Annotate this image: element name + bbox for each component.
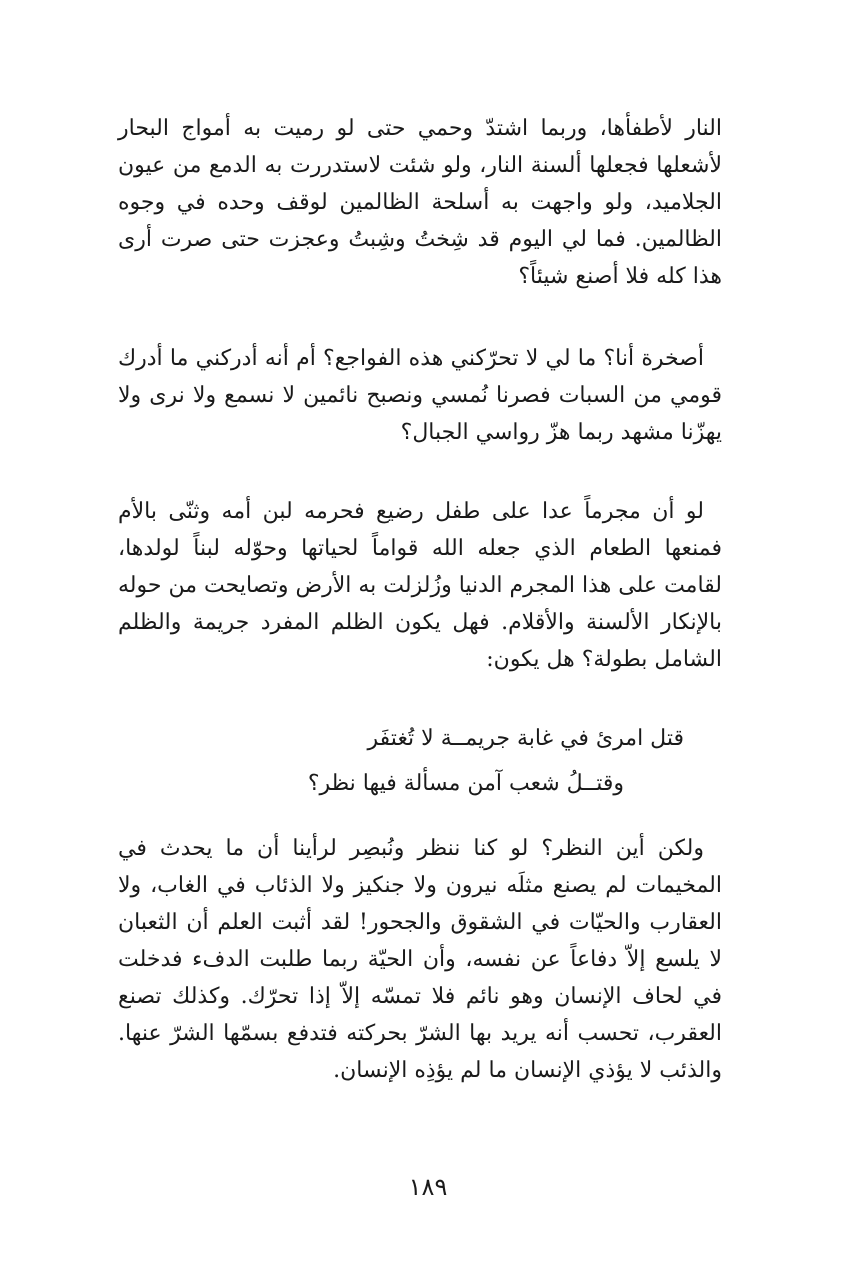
paragraph-2 bbox=[118, 340, 722, 451]
paragraph-4 bbox=[118, 830, 722, 1089]
verse-line-2: وقتــلُ شعب آمن مسألة فيها نظر؟ bbox=[307, 771, 624, 796]
paragraph-3 bbox=[118, 493, 722, 678]
verse-line-1: قتل امرئ في غابة جريمــة لا تُغتفَر bbox=[367, 726, 684, 751]
paragraph-1 bbox=[118, 110, 722, 295]
page-number: ١٨٩ bbox=[408, 1173, 448, 1201]
paragraph-2-text: أصخرة أنا؟ ما لي لا تحرّكني هذه الفواجع؟ أم أنه أدركني ما أدرك قومي من السبات فصرنا نُمسي ونصبح نائمين لا نسمع ولا نرى ولا يهزّنا مشهد ربما هزّ رواسي الجبال؟ bbox=[118, 346, 722, 445]
paragraph-1-text: النار لأطفأها، وربما اشتدّ وحمي حتى لو رميت به أمواج البحار لأشعلها فجعلها ألسنة النار، ولو شئت لاستدررت به الدمع من عيون الجلاميد، ولو واجهت به أسلحة الظالمين لوقف وحده في وجوه الظالمين. فما لي اليوم قد شِختُ وشِبتُ وعجزت حتى صرت أرى هذا كله فلا أصنع شيئاً؟ bbox=[118, 116, 722, 289]
paragraph-3-text: لو أن مجرماً عدا على طفل رضيع فحرمه لبن أمه وثنّى بالأم فمنعها الطعام الذي جعله الله قواماً لحياتها وحوّله لبناً لولدها، لقامت على هذا المجرم الدنيا وزُلزلت به الأرض وتصايحت من حوله بالإنكار الألسنة والأقلام. فهل يكون الظلم المفرد جريمة والظلم الشامل بطولة؟ هل يكون: bbox=[118, 499, 722, 672]
paragraph-4-text: ولكن أين النظر؟ لو كنا ننظر ونُبصِر لرأينا أن ما يحدث في المخيمات لم يصنع مثلَه نيرون ولا جنكيز ولا الذئاب في الغاب، ولا العقارب والحيّات في الشقوق والجحور! لقد أثبت العلم أن الثعبان لا يلسع إلاّ دفاعاً عن نفسه، وأن الحيّة ربما طلبت الدفء فدخلت في لحاف الإنسان وهو نائم فلا تمسّه إلاّ إذا تحرّك. وكذلك تصنع العقرب، تحسب أنه يريد بها الشرّ بحركته فتدفع بسمّها الشرّ عنها. والذئب لا يؤذي الإنسان ما لم يؤذِه الإنسان. bbox=[118, 836, 722, 1083]
